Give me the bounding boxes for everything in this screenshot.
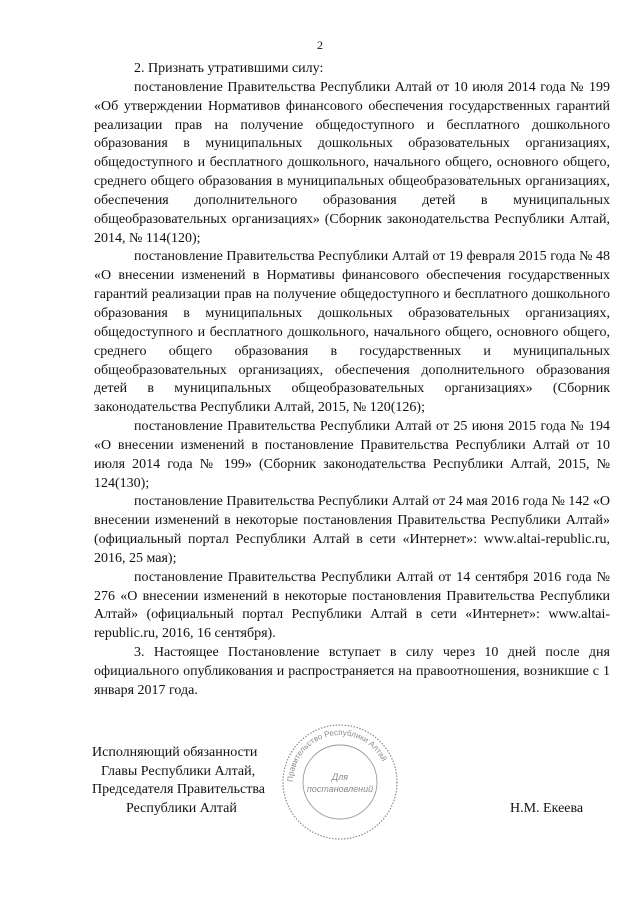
signatory-title-line-3: Председателя Правительства [92,782,266,797]
signatory-title-line-4: Республики Алтай [126,800,237,816]
official-seal [280,722,400,842]
signatory-name: Н.М. Екеева [510,801,584,816]
seal-center-text-1: Для [331,772,349,782]
paragraph-repealed-decree-2: постановление Правительства Республики Алтай от 19 февраля 2015 года № 48 «О внесении изменений в Нормативы финансового обеспечения государственных гарантий реализации прав на получение общедоступного и бесплатного дошкольного образования в муниципальных дошкольных образовательных организациях, общедоступного и бесплатного дошкольного, начального общего, основного общего, среднего общего образования в государственных и муниципальных общеобразовательных организациях, обеспечения дополнительного образования детей в муниципальных общеобразовательных организациях» (Сборник законодательства Республики Алтай, 2015, № 120(126); [94,249,610,416]
signature-block [92,744,312,818]
paragraph-repealed-decree-1: постановление Правительства Республики Алтай от 10 июля 2014 года № 199 «Об утверждении Нормативов финансового обеспечения государственных гарантий реализации прав на получение общедоступного и бесплатного дошкольного образования в муниципальных дошкольных образовательных организациях, общедоступного и бесплатного дошкольного, начального общего, основного общего, среднего общего образования в муниципальных общеобразовательных организациях, обеспечения дополнительного образования детей в муниципальных общеобразовательных организациях» (Сборник законодательства Республики Алтай, 2014, № 114(120); [94,79,610,246]
paragraph-repealed-decree-5: постановление Правительства Республики Алтай от 14 сентября 2016 года № 276 «О внесении изменений в некоторые постановления Правительства Республики Алтай» (официальный портал Республики Алтай в сети «Интернет»: www.altai-republic.ru, 2016, 16 сентября). [94,569,610,642]
signatory-title-line-2: Главы Республики Алтай, [101,763,256,779]
paragraph-item-2-heading: 2. Признать утратившими силу: [134,61,324,76]
paragraph-item-3-effective: 3. Настоящее Постановление вступает в силу через 10 дней после дня официального опубликования и распространяется на правоотношения, возникшие с 1 января 2017 года. [94,645,610,698]
document-body [94,60,610,701]
paragraph-repealed-decree-4: постановление Правительства Республики Алтай от 24 мая 2016 года № 142 «О внесении изменений в некоторые постановления Правительства Республики Алтай» (официальный портал Республики Алтай в сети «Интернет»: www.altai-republic.ru, 2016, 25 мая); [94,494,610,566]
page-number: 2 [317,38,323,52]
seal-ring-text: Правительство Республики Алтай [285,727,389,783]
seal-center-text-2: постановлений [306,784,374,794]
paragraph-repealed-decree-3: постановление Правительства Республики Алтай от 25 июня 2015 года № 194 «О внесении изменений в постановление Правительства Республики Алтай от 10 июля 2014 года № 199» (Сборник законодательства Республики Алтай, 2015, № 124(130); [94,419,610,491]
signatory-title-line-1: Исполняющий обязанности [92,745,258,760]
